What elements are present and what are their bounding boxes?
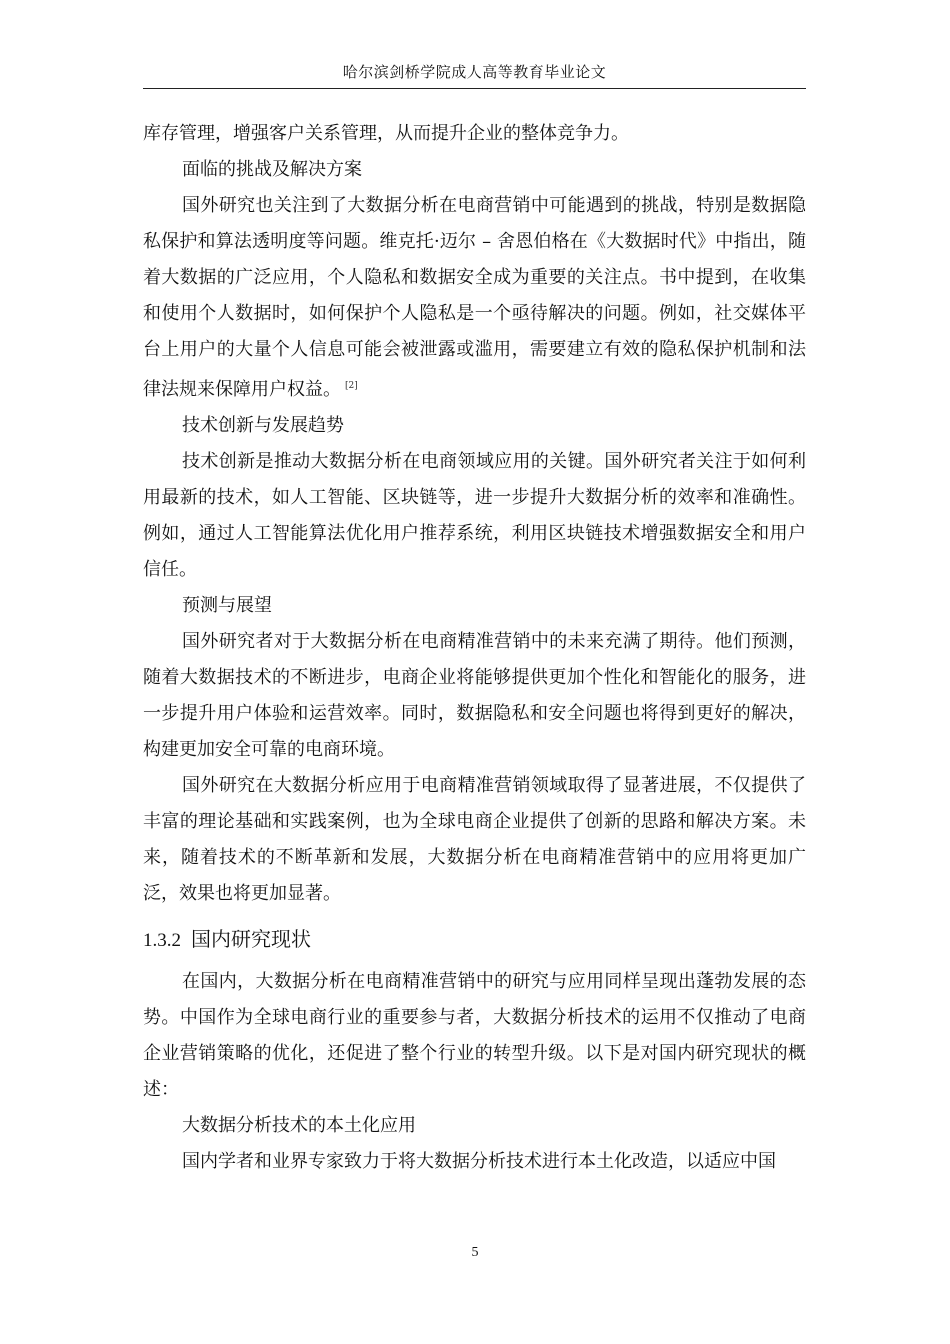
subheading-localization: 大数据分析技术的本土化应用 [182, 1115, 416, 1136]
section-heading [143, 926, 806, 954]
header-divider [143, 88, 806, 89]
paragraph-domestic: 在国内，大数据分析在电商精准营销中的研究与应用同样呈现出蓬勃发展的态势。中国作为全球电商行业的重要参与者，大数据分析技术的运用不仅推动了电商企业营销策略的优化，还促进了整个行业的转型升级。以下是对国内研究现状的概述： [143, 971, 806, 1100]
citation: [2] [345, 381, 358, 391]
paragraph-localization: 国内学者和业界专家致力于将大数据分析技术进行本土化改造，以适应中国 [182, 1151, 776, 1172]
page-header: 哈尔滨剑桥学院成人高等教育毕业论文 [342, 63, 607, 81]
paragraph-text: 国外研究也关注到了大数据分析在电商营销中可能遇到的挑战，特别是数据隐私保护和算法透明度等问题。维克托·迈尔 – 舍恩伯格在《大数据时代》中指出，随着大数据的广泛应用，个人隐私和数据安全成为重要的关注点。书中提到，在收集和使用个人数据时，如何保护个人隐私是一个亟待解决的问题。例如，社交媒体平台上用户的大量个人信息可能会被泄露或滥用，需要建立有效的隐私保护机制和法律法规来保障用户权益。 [143, 195, 806, 400]
page-number: 5 [471, 1245, 479, 1260]
paragraph-summary: 国外研究在大数据分析应用于电商精准营销领域取得了显著进展，不仅提供了丰富的理论基础和实践案例，也为全球电商企业提供了创新的思路和解决方案。未来，随着技术的不断革新和发展，大数据分析在电商精准营销中的应用将更加广泛，效果也将更加显著。 [143, 775, 806, 904]
subheading-outlook: 预测与展望 [182, 595, 272, 616]
paragraph-innovation: 技术创新是推动大数据分析在电商领域应用的关键。国外研究者关注于如何利用最新的技术，如人工智能、区块链等，进一步提升大数据分析的效率和准确性。例如，通过人工智能算法优化用户推荐系统，利用区块链技术增强数据安全和用户信任。 [143, 451, 806, 580]
paragraph-outlook: 国外研究者对于大数据分析在电商精准营销中的未来充满了期待。他们预测，随着大数据技术的不断进步，电商企业将能够提供更加个性化和智能化的服务，进一步提升用户体验和运营效率。同时，数据隐私和安全问题也将得到更好的解决，构建更加安全可靠的电商环境。 [143, 631, 806, 760]
document-body [143, 116, 806, 1180]
section-number: 1.3.2 [143, 930, 181, 951]
subheading-innovation: 技术创新与发展趋势 [182, 415, 344, 436]
subheading-challenges: 面临的挑战及解决方案 [182, 159, 362, 180]
paragraph-challenges [143, 188, 806, 408]
section-title: 国内研究现状 [191, 927, 311, 951]
paragraph: 库存管理，增强客户关系管理，从而提升企业的整体竞争力。 [143, 123, 629, 144]
